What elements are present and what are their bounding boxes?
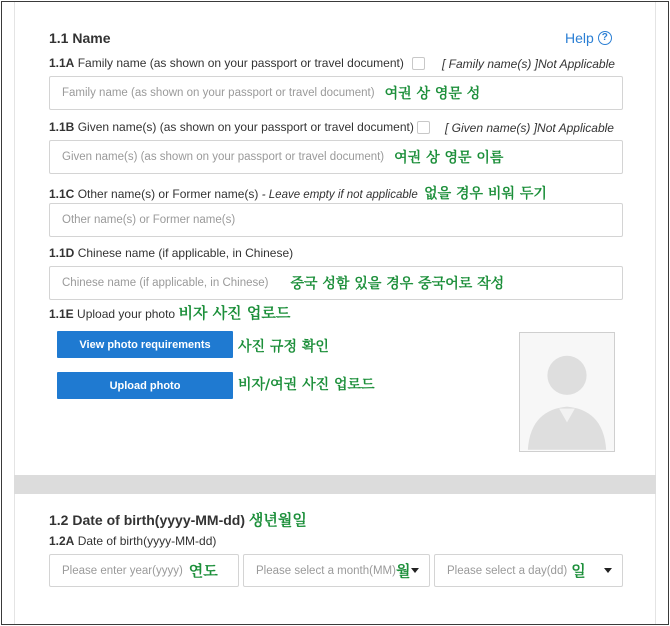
chevron-down-icon[interactable] (604, 568, 612, 573)
other-name-code: 1.1C (49, 187, 75, 201)
dob-code: 1.2A (49, 534, 75, 548)
given-name-placeholder: Given name(s) (as shown on your passport or travel document) (62, 151, 385, 163)
family-name-label (49, 56, 404, 70)
photo-label (49, 302, 290, 323)
photo-preview (519, 332, 615, 452)
view-photo-requirements-button[interactable]: View photo requirements (57, 331, 233, 358)
birth-month-placeholder: Please select a month(MM) (256, 564, 396, 577)
given-name-label (49, 120, 414, 134)
chinese-name-input[interactable] (49, 266, 623, 300)
view-photo-annotation: 사진 규정 확인 (238, 339, 329, 355)
section-title-dob (49, 509, 307, 530)
chinese-name-placeholder: Chinese name (if applicable, in Chinese) (62, 277, 269, 289)
family-name-annotation: 여권 상 영문 성 (384, 86, 481, 102)
given-name-not-applicable-label: [ Given name(s) ]Not Applicable (445, 121, 614, 135)
help-label[interactable]: Help (565, 30, 594, 46)
family-name-placeholder: Family name (as shown on your passport or travel document) (62, 87, 375, 99)
upload-photo-button[interactable]: Upload photo (57, 372, 233, 399)
section-divider (14, 475, 656, 494)
other-name-annotation: 없을 경우 비워 두기 (424, 186, 547, 202)
other-name-label-text: Other name(s) or Former name(s) (77, 187, 259, 201)
photo-annotation: 비자 사진 업로드 (178, 304, 291, 322)
family-name-code: 1.1A (49, 56, 75, 70)
given-name-label-text: Given name(s) (as shown on your passport or travel document) (77, 120, 414, 134)
chinese-name-code: 1.1D (49, 246, 75, 260)
family-name-not-applicable-label: [ Family name(s) ]Not Applicable (442, 57, 615, 71)
chevron-down-icon[interactable] (411, 568, 419, 573)
birth-day-placeholder: Please select a day(dd) (447, 564, 568, 577)
photo-code: 1.1E (49, 307, 74, 321)
chinese-name-label (49, 246, 293, 260)
birth-month-select[interactable] (243, 554, 430, 587)
given-name-not-applicable-checkbox[interactable] (417, 121, 430, 134)
given-name-code: 1.1B (49, 120, 75, 134)
dob-title-annotation: 생년월일 (248, 511, 307, 529)
section-title-name: 1.1 Name (49, 30, 111, 46)
photo-label-text: Upload your photo (77, 307, 176, 321)
dob-title-text: 1.2 Date of birth(yyyy-MM-dd) (49, 512, 246, 528)
chinese-name-label-text: Chinese name (if applicable, in Chinese) (77, 246, 294, 260)
upload-photo-annotation: 비자/여권 사진 업로드 (238, 377, 375, 393)
birth-year-annotation: 연도 (188, 562, 218, 580)
family-name-not-applicable-checkbox[interactable] (412, 57, 425, 70)
chinese-name-annotation: 중국 성함 있을 경우 중국어로 작성 (290, 276, 505, 292)
person-silhouette-icon (520, 332, 614, 451)
family-name-input[interactable] (49, 76, 623, 110)
other-name-input[interactable] (49, 203, 623, 237)
question-circle-icon[interactable]: ? (598, 31, 612, 45)
given-name-annotation: 여권 상 영문 이름 (394, 150, 504, 166)
birth-month-annotation: 월 (395, 562, 411, 580)
other-name-label (49, 183, 547, 203)
given-name-input[interactable] (49, 140, 623, 174)
form-frame (1, 1, 669, 625)
dob-label (49, 534, 216, 548)
dob-label-text: Date of birth(yyyy-MM-dd) (77, 534, 217, 548)
birth-day-annotation: 일 (571, 562, 586, 580)
birth-year-placeholder: Please enter year(yyyy) (62, 564, 183, 577)
help-link[interactable] (565, 30, 612, 46)
family-name-label-text: Family name (as shown on your passport or travel document) (77, 56, 404, 70)
other-name-hint: - Leave empty if not applicable (261, 189, 418, 201)
birth-day-select[interactable] (434, 554, 623, 587)
other-name-placeholder: Other name(s) or Former name(s) (62, 214, 236, 226)
birth-year-input[interactable] (49, 554, 239, 587)
